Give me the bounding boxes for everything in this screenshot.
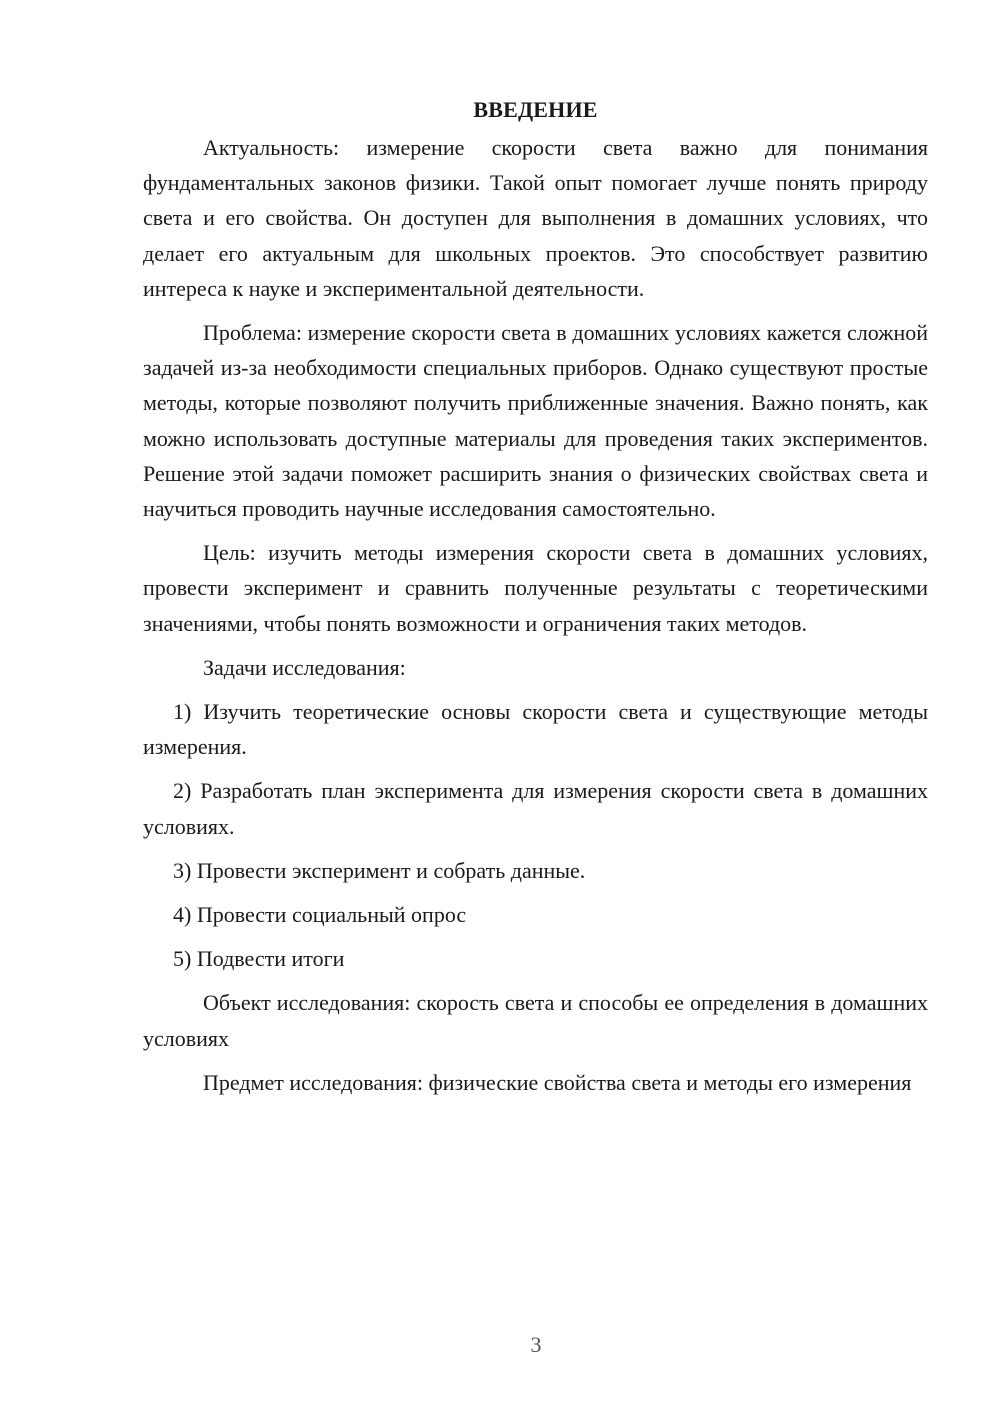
- tasks-list: [143, 694, 928, 976]
- goal-paragraph: Цель: изучить методы измерения скорости света в домашних условиях, провести эксперимент и сравнить полученные результаты с теоретическими значениями, чтобы понять возможности и ограничения таких методов.: [143, 540, 928, 636]
- task-item-4: 4) Провести социальный опрос: [173, 902, 467, 928]
- section-title: ВВЕДЕНИЕ: [473, 97, 598, 122]
- task-item-1: 1) Изучить теоретические основы скорости света и существующие методы измерения.: [143, 699, 928, 760]
- relevance-paragraph: Актуальность: измерение скорости света важно для понимания фундаментальных законов физики. Такой опыт помогает лучше понять природу света и его свойства. Он доступен для выполнения в домашних условиях, что делает его актуальным для школьных проектов. Это способствует развитию интереса к науке и экспериментальной деятельности.: [143, 135, 928, 301]
- task-item-2: 2) Разработать план эксперимента для измерения скорости света в домашних условиях.: [143, 778, 928, 839]
- subject-paragraph: Предмет исследования: физические свойства света и методы его измерения: [203, 1069, 912, 1095]
- document-page: [143, 92, 928, 1109]
- object-paragraph: Объект исследования: скорость света и способы ее определения в домашних условиях: [143, 990, 928, 1051]
- task-item-5: 5) Подвести итоги: [173, 946, 345, 972]
- page-number: 3: [530, 1332, 542, 1357]
- problem-paragraph: Проблема: измерение скорости света в домашних условиях кажется сложной задачей из-за необходимости специальных приборов. Однако существуют простые методы, которые позволяют получить приближенные значения. Важно понять, как можно использовать доступные материалы для проведения таких экспериментов. Решение этой задачи поможет расширить знания о физических свойствах света и научиться проводить научные исследования самостоятельно.: [143, 320, 928, 522]
- tasks-heading: Задачи исследования:: [203, 654, 406, 680]
- task-item-3: 3) Провести эксперимент и собрать данные.: [173, 857, 586, 883]
